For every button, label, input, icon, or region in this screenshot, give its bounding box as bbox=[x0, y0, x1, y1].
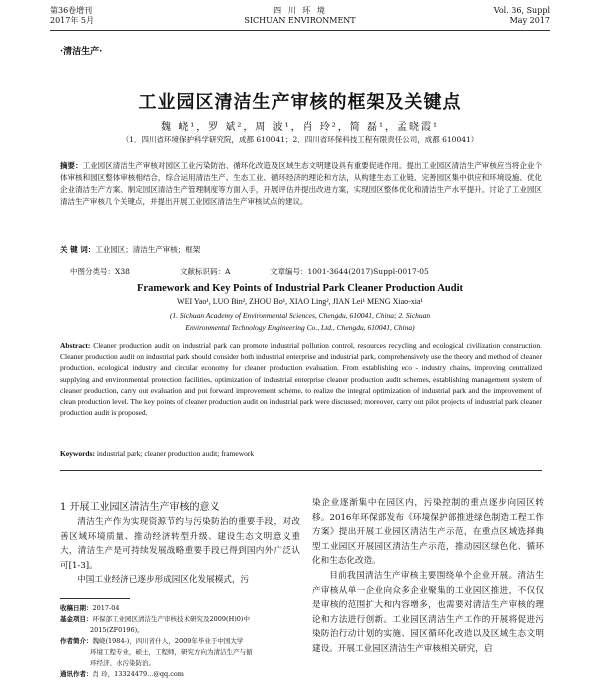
footnote bbox=[60, 603, 300, 680]
issue-date-cn: 2017年 5月 bbox=[50, 16, 94, 25]
volume-en: Vol. 36, Suppl bbox=[493, 6, 550, 15]
affiliation-cn: （1．四川省环境保护科学研究院，成都 610041；2．四川省环保科技工程有限责任公司，成都 610041） bbox=[121, 135, 479, 144]
abstract-cn-text: 工业园区清洁生产审核对园区工业污染防治、循环化改造及区域生态文明建设具有重要促进作用。提出工业园区清洁生产审核应当将企业个体审核和园区整体审核相结合，综合运用清洁生产、生态工业、循环经济的理论和方法，从构建生态工业链、完善园区集中供应和环境设施、优化企业清洁生产方案、制定园区清洁生产管理制度等方面入手，开展评估并提出改进方案，实现园区整体优化和清洁生产水平提升。讨论了工业园区清洁生产审核几个关键点，并提出开展工业园区清洁生产审核试点的建议。 bbox=[60, 161, 543, 206]
journal-name bbox=[200, 6, 400, 26]
footnote-rule bbox=[60, 598, 130, 599]
section-1-heading: 1 开展工业园区清洁生产审核的意义 bbox=[60, 502, 220, 513]
classification-line bbox=[70, 266, 550, 276]
journal-volume bbox=[50, 6, 94, 26]
keywords-cn bbox=[60, 244, 542, 256]
affiliation-en-line1: (1. Sichuan Academy of Environmental Sciences, Chengdu, 610041, China; 2. Sichuan bbox=[169, 311, 431, 320]
document-code: 文献标识码：A bbox=[180, 267, 231, 276]
paper-title-cn: 工业园区清洁生产审核的框架及关键点 bbox=[138, 92, 462, 113]
fund-line-1: 环保部工业园区清洁生产审核技术研究及2009(H)0)中 bbox=[92, 615, 250, 623]
keywords-en-text: industrial park; cleaner production audit; framework bbox=[95, 449, 255, 458]
clc-number: 中图分类号：X38 bbox=[70, 267, 130, 276]
abstract-cn bbox=[60, 160, 542, 208]
contact-email: 肖 玲，13324479...@qq.com bbox=[92, 670, 184, 678]
right-paragraph-2: 目前我国清洁生产审核主要围绕单个企业开展。清洁生产审核从单一企业向众多企业聚集的工业园区推进，不仅仅是审核的范围扩大和内容增多，也需要对清洁生产审核的理论和方法进行创新。工业园区清洁生产工作的开展将促进污染防治行动计划的实施、园区循环化改造以及区域生态文明建设。开展工业园区清洁生产审核相关研究，启 bbox=[312, 570, 544, 654]
authors-en: WEI Yao¹, LUO Bin², ZHOU Bo¹, XIAO Ling², JIAN Lei¹ MENG Xiao-xia¹ bbox=[177, 297, 423, 306]
authors-cn: 魏 峣¹，罗 斌²，周 波¹，肖 玲²，简 磊¹，孟晓霞¹ bbox=[161, 122, 439, 133]
keywords-en-label: Keywords: bbox=[60, 449, 95, 458]
journal-volume-en bbox=[494, 6, 550, 26]
header-rule bbox=[50, 30, 550, 31]
abstract-en-text: Cleaner production audit on industrial park can promote industrial pollution control, resources recycling and ecological civilization construction. Cleaner production audit on industrial park should consider both industrial enterprise and industrial park, comprehensively use the theory and method of cleaner production, ecological industry and circular economy for cleaner production evaluation. From establishing eco - industry chains, improving centralized supplying and environmental protection facilities, optimization of industrial enterprise cleaner production audit schemes, establishing management system of cleaner production, carry out evaluation and put forward improvement scheme, to realize the integral optimization of industrial park and the improvement of clean production level. The key points of cleaner production audit on industrial park were discussed; moreover, carry out pilot projects of industrial park cleaner production audit is proposed. bbox=[60, 341, 542, 418]
paper-title-en: Framework and Key Points of Industrial Park Cleaner Production Audit bbox=[137, 283, 463, 294]
left-column bbox=[60, 515, 300, 588]
right-column bbox=[312, 496, 544, 657]
volume-issue: 第36卷增刊 bbox=[50, 6, 93, 15]
journal-name-en: SICHUAN ENVIRONMENT bbox=[244, 16, 356, 25]
abstract-divider bbox=[60, 470, 542, 471]
keywords-cn-text: 工业园区；清洁生产审核；框架 bbox=[95, 245, 201, 254]
affiliation-en-line2: Environmental Technology Engineering Co., Ltd., Chengdu, 610041, China) bbox=[185, 323, 415, 332]
abstract-cn-label: 摘要： bbox=[60, 161, 83, 170]
received-label: 收稿日期： bbox=[60, 604, 93, 612]
article-number: 文章编号：1001-3644(2017)Suppl-0017-05 bbox=[270, 267, 429, 276]
keywords-cn-label: 关 键 词： bbox=[60, 245, 96, 254]
abstract-en bbox=[60, 340, 542, 418]
author-bio-line-3: 环经济、水污染防治。 bbox=[90, 659, 155, 667]
journal-name-cn: 四 川 环 境 bbox=[273, 6, 327, 15]
issue-date-en: May 2017 bbox=[509, 16, 550, 25]
received-date: 2017-04 bbox=[92, 604, 120, 612]
author-bio-label: 作者简介： bbox=[60, 637, 93, 645]
section-1-paragraph: 清洁生产作为实现资源节约与污染防治的重要手段，对改善区域环境质量、推动经济转型升级、建设生态文明意义重大，清洁生产是可持续发展战略重要手段已得到国内外广泛认可[1-3]。 bbox=[60, 517, 300, 571]
author-bio-line-2: 环境工程专业，硕士，工程师，研究方向为清洁生产与循 bbox=[90, 648, 253, 656]
section-category: ·清洁生产· bbox=[60, 47, 103, 57]
right-paragraph-1: 染企业逐渐集中在园区内，污染控制的重点逐步向园区转移。2016年环保部发布《环境保护部推进绿色制造工程工作方案》提出开展工业园区清洁生产示范，在重点区域选择典型工业园区开展园区清洁生产示范，推动园区绿色化、循环化和生态化改造。 bbox=[312, 498, 544, 567]
keywords-en bbox=[60, 449, 542, 458]
fund-line-2: 2015(ZF0196)。 bbox=[90, 626, 144, 634]
section-1-paragraph-2: 中国工业经济已逐步形成园区化发展模式，污 bbox=[77, 575, 250, 586]
author-bio-line-1: 魏峣(1984-)，四川省什人，2009年毕业于中国大学 bbox=[92, 637, 244, 645]
abstract-en-label: Abstract: bbox=[60, 341, 91, 350]
fund-label: 基金项目： bbox=[60, 615, 93, 623]
contact-label: 通讯作者： bbox=[60, 670, 93, 678]
